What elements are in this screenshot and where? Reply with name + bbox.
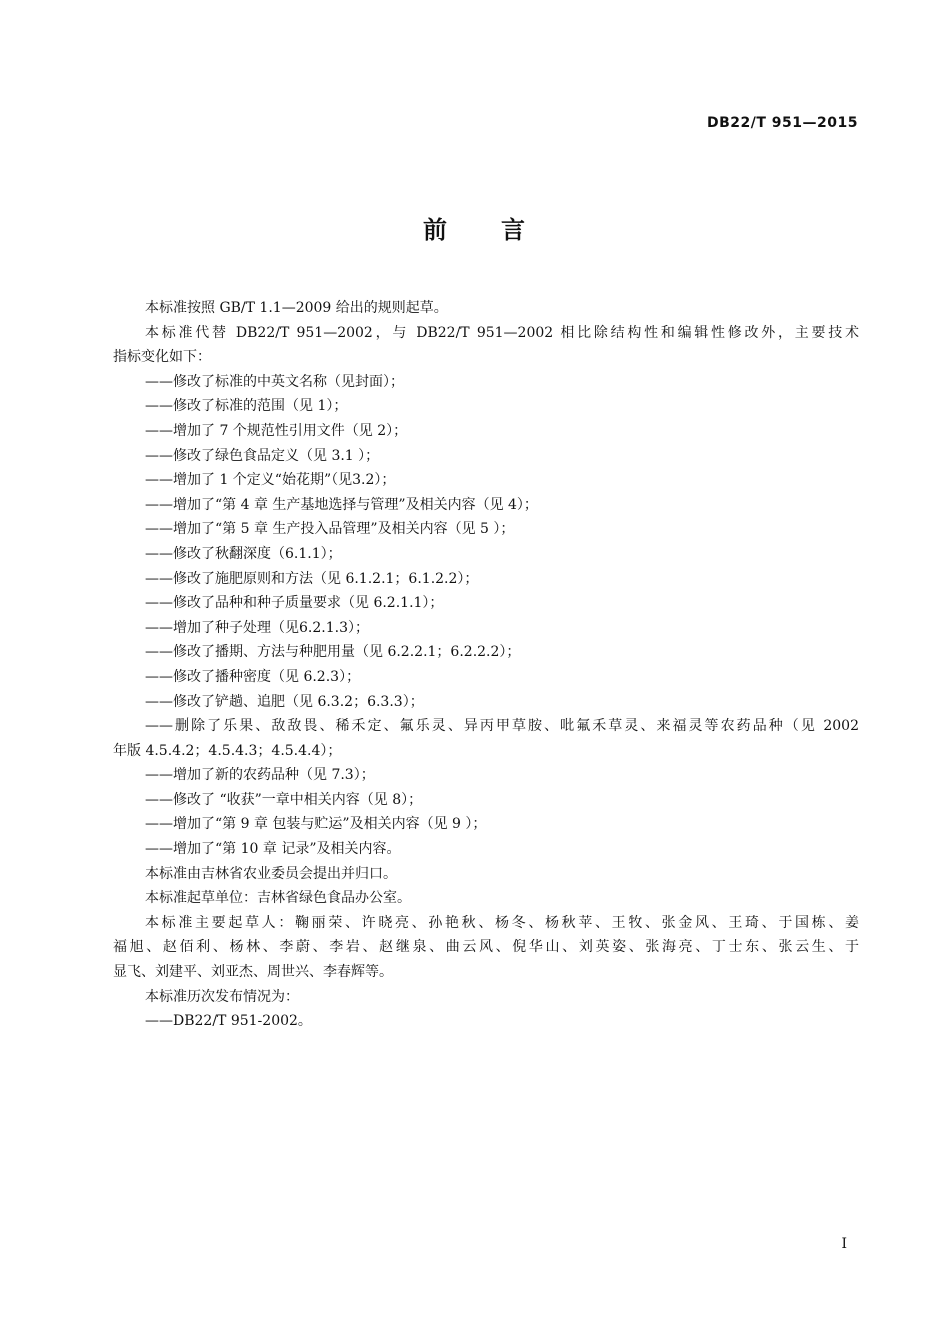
change-item: ——增加了 1 个定义“始花期”（见3.2）； <box>145 472 396 489</box>
document-body <box>113 296 859 1034</box>
page-title: 前 言 <box>423 216 527 244</box>
change-item: ——修改了绿色食品定义（见 3.1 ）； <box>145 447 380 464</box>
change-item: ——修改了 “收获”一章中相关内容（见 8）； <box>145 791 423 808</box>
paragraph-replacement-line2: 指标变化如下： <box>113 349 211 366</box>
change-item: ——修改了秋翻深度（6.1.1）； <box>145 545 342 562</box>
page-number: I <box>841 1236 847 1252</box>
change-item: ——修改了播种密度（见 6.2.3）； <box>145 668 361 685</box>
change-item: ——增加了 7 个规范性引用文件（见 2）； <box>145 422 408 439</box>
change-item: ——修改了品种和种子质量要求（见 6.2.1.1）； <box>145 595 444 612</box>
paragraph-proposer: 本标准由吉林省农业委员会提出并归口。 <box>145 865 397 882</box>
change-item: ——修改了铲趟、追肥（见 6.3.2；6.3.3）； <box>145 693 424 710</box>
paragraph-drafters-line1: 本标准主要起草人：鞠丽荣、许晓亮、孙艳秋、杨冬、杨秋苹、王牧、张金风、王琦、于国栋、姜 <box>145 914 859 931</box>
change-item: ——增加了“第 4 章 生产基地选择与管理”及相关内容（见 4）； <box>145 496 538 513</box>
change-item: ——修改了标准的范围（见 1）； <box>145 398 348 415</box>
change-item: ——增加了“第 5 章 生产投入品管理”及相关内容（见 5 ）； <box>145 521 515 538</box>
change-item: ——增加了种子处理（见6.2.1.3）； <box>145 619 369 636</box>
paragraph-drafting-unit: 本标准起草单位：吉林省绿色食品办公室。 <box>145 890 411 907</box>
history-item: ——DB22/T 951-2002。 <box>145 1013 312 1030</box>
standard-code: DB22/T 951—2015 <box>707 115 858 131</box>
change-item: ——修改了标准的中英文名称（见封面）； <box>145 373 404 390</box>
change-item: ——修改了施肥原则和方法（见 6.1.2.1；6.1.2.2）； <box>145 570 479 587</box>
change-item-deleted-line1: ——删除了乐果、敌敌畏、稀禾定、氟乐灵、异丙甲草胺、吡氟禾草灵、来福灵等农药品种（见 2002 <box>145 718 859 735</box>
paragraph-replacement-line1: 本标准代替 DB22/T 951—2002，与 DB22/T 951—2002 相比除结构性和编辑性修改外，主要技术 <box>145 324 859 341</box>
change-item-deleted-line2: 年版 4.5.4.2；4.5.4.3；4.5.4.4）； <box>113 742 342 759</box>
change-item: ——增加了“第 10 章 记录”及相关内容。 <box>145 841 401 858</box>
paragraph-history-heading: 本标准历次发布情况为： <box>145 988 299 1005</box>
change-item: ——修改了播期、方法与种肥用量（见 6.2.2.1；6.2.2.2）； <box>145 644 521 661</box>
change-item: ——增加了“第 9 章 包装与贮运”及相关内容（见 9 ）； <box>145 816 487 833</box>
change-item: ——增加了新的农药品种（见 7.3）； <box>145 767 375 784</box>
paragraph-drafting-rules: 本标准按照 GB/T 1.1—2009 给出的规则起草。 <box>145 300 448 316</box>
paragraph-drafters-line2: 福旭、赵佰利、杨林、李蔚、李岩、赵继泉、曲云风、倪华山、刘英姿、张海亮、丁士东、张云生、于 <box>113 939 859 956</box>
paragraph-drafters-line3: 显飞、刘建平、刘亚杰、周世兴、李春辉等。 <box>113 964 393 981</box>
